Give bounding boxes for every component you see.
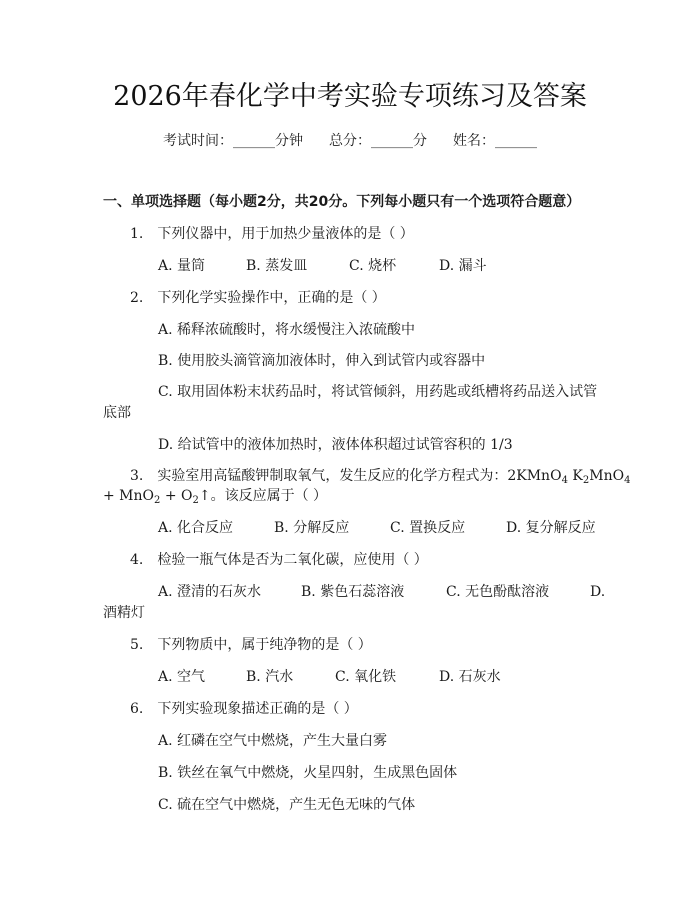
option: C. 硫在空气中燃烧，产生无色无味的气体: [158, 797, 416, 813]
option: C. 置换反应: [390, 520, 466, 536]
option: B. 使用胶头滴管滴加液体时，伸入到试管内或容器中: [158, 353, 486, 369]
option: B. 分解反应: [274, 520, 350, 536]
option: A. 澄清的石灰水: [158, 584, 262, 600]
question-5: 5. 下列物质中，属于纯净物的是（ ）: [130, 637, 372, 653]
question-6: 6. 下列实验现象描述正确的是（ ）: [130, 701, 358, 717]
option: D.: [590, 584, 606, 600]
option: A. 稀释浓硫酸时，将水缓慢注入浓硫酸中: [158, 322, 416, 338]
question-1: 1. 下列仪器中，用于加热少量液体的是（ ）: [130, 226, 414, 242]
question-3-continuation: + $MnO_2 + O_2↑$。该反应属于（ ）: [103, 488, 328, 506]
section-heading: 一、单项选择题（每小题2分，共20分。下列每小题只有一个选项符合题意）: [103, 194, 581, 210]
option: C. 烧杯: [349, 258, 397, 274]
option: D. 漏斗: [439, 258, 487, 274]
option: C. 无色酚酞溶液: [446, 584, 550, 600]
option: A. 空气: [158, 669, 206, 685]
option: A. 化合反应: [158, 520, 234, 536]
option: B. 汽水: [246, 669, 294, 685]
student-name: 姓名：______: [453, 133, 537, 149]
page-title: 2026年春化学中考实验专项练习及答案: [113, 81, 587, 112]
option: C. 取用固体粉末状药品时，将试管倾斜，用药匙或纸槽将药品送入试管: [158, 384, 598, 400]
option: D. 石灰水: [439, 669, 501, 685]
option: A. 量筒: [158, 258, 206, 274]
question-3: 3. 实验室用高锰酸钾制取氧气，发生反应的化学方程式为：2KMnO$_4$ $K_2MnO_4$: [130, 468, 631, 486]
option-continuation: 底部: [103, 405, 131, 421]
question-2: 2. 下列化学实验操作中，正确的是（ ）: [130, 290, 386, 306]
option: B. 铁丝在氧气中燃烧，火星四射，生成黑色固体: [158, 765, 458, 781]
exam-info: [0, 131, 700, 151]
option: C. 氧化铁: [335, 669, 397, 685]
exam-time: 考试时间：______分钟: [163, 133, 303, 149]
question-4: 4. 检验一瓶气体是否为二氧化碳，应使用（ ）: [130, 552, 428, 568]
option: D. 给试管中的液体加热时，液体体积超过试管容积的 1/3: [158, 437, 513, 453]
option-continuation: 酒精灯: [103, 605, 145, 621]
option: A. 红磷在空气中燃烧，产生大量白雾: [158, 733, 388, 749]
exam-score: 总分：______分: [329, 133, 427, 149]
option: B. 紫色石蕊溶液: [301, 584, 405, 600]
option: B. 蒸发皿: [246, 258, 308, 274]
option: D. 复分解反应: [506, 520, 596, 536]
